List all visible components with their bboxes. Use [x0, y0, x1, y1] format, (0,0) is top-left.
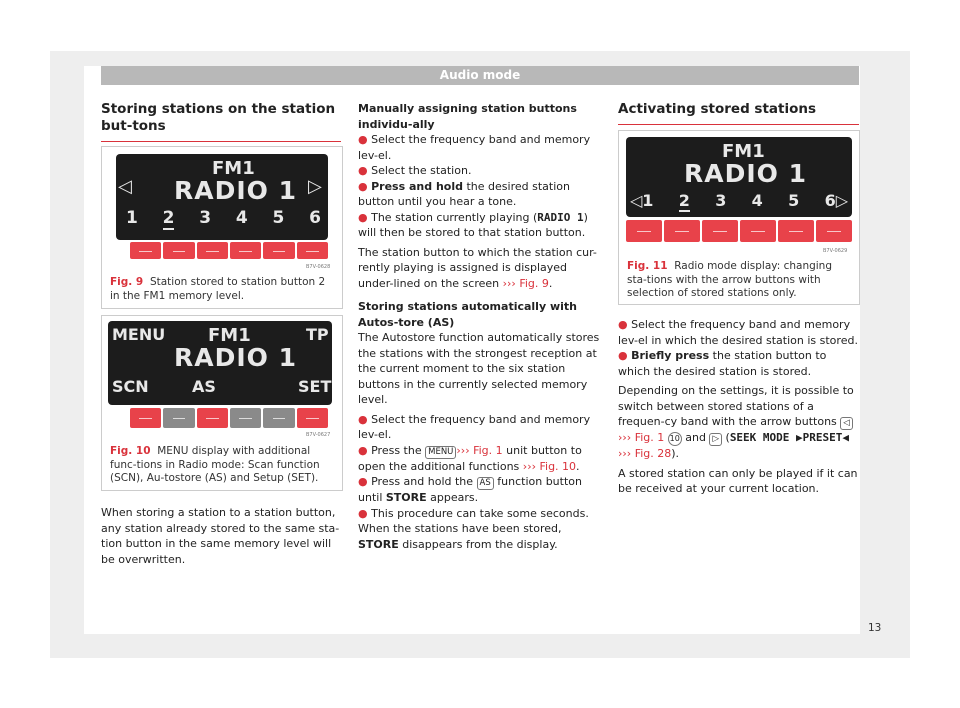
station-button-3[interactable]: [197, 242, 228, 259]
body-paragraph: The station button to which the station cur-rently playing is assigned is displayed under-lined on the screen ››› Fig. 9.: [358, 245, 597, 290]
preset-6: 6▷: [824, 191, 848, 210]
bullet-item: ● Briefly press the station button to which the desired station is stored.: [618, 349, 827, 378]
station-button-2[interactable]: [664, 220, 700, 242]
station-button-6[interactable]: [297, 242, 328, 259]
left-arrow-icon: ◁: [118, 176, 132, 197]
section-header: Audio mode: [101, 66, 859, 85]
figure-reference-link[interactable]: ››› Fig. 9: [502, 276, 549, 290]
bullet-item: ● Select the frequency band and memory lev-el.: [358, 133, 591, 162]
preset-3: 3: [715, 191, 727, 210]
band-label: FM1: [212, 158, 255, 179]
station-button-4[interactable]: [230, 242, 261, 259]
radio-display-fig9: [116, 154, 328, 240]
figure-label: Fig. 9: [110, 276, 144, 288]
figure-reference-link[interactable]: ››› Fig. 1: [618, 431, 665, 444]
figure-reference-link[interactable]: ››› Fig. 1: [456, 443, 503, 457]
autostore-heading: Storing stations automatically with Autos-tore (AS): [358, 300, 577, 329]
bullet-item: ● Select the frequency band and memory lev-el.: [358, 412, 591, 441]
left-body: [101, 505, 341, 567]
preset-1: 1: [126, 208, 138, 228]
preset-numbers: [126, 208, 321, 230]
preset-4: 4: [751, 191, 763, 210]
station-button-1[interactable]: [130, 408, 161, 428]
preset-5: 5: [788, 191, 800, 210]
station-button-6[interactable]: [816, 220, 852, 242]
preset-1: ◁1: [630, 191, 654, 210]
left-arrow-key: ◁: [840, 417, 853, 430]
figure-9: [101, 146, 343, 309]
band-label: FM1: [208, 325, 251, 346]
station-button-1[interactable]: [626, 220, 662, 242]
as-key: AS: [477, 477, 494, 490]
setup-label: SET: [298, 377, 332, 396]
station-button-5[interactable]: [778, 220, 814, 242]
bullet-item: ● Press and hold the desired station button until you hear a tone.: [358, 179, 570, 208]
station-name: RADIO 1: [174, 176, 298, 205]
station-button-3[interactable]: [702, 220, 738, 242]
bullet-item: ● Press and hold the AS function button until STORE appears.: [358, 475, 582, 504]
caption-text: Radio mode display: changing sta-tions with the arrow buttons with selection of stored stations only.: [627, 260, 833, 299]
figure-code: B7V-0627: [306, 432, 331, 438]
caption-text: MENU display with additional func-tions in Radio mode: Scan function (SCN), Au-tostore (AS) and Setup (SET).: [110, 445, 320, 484]
preset-3: 3: [199, 208, 212, 228]
tp-label: TP: [306, 325, 329, 344]
station-button-4[interactable]: [230, 408, 261, 428]
caption-text: Station stored to station button 2 in the FM1 memory level.: [110, 276, 326, 302]
body-paragraph: When storing a station to a station button, any station already stored to the same sta-tion button in the same memory level will be overwritten.: [101, 506, 340, 566]
station-button-5[interactable]: [263, 408, 294, 428]
menu-key: MENU: [425, 446, 456, 459]
right-column: [618, 101, 859, 125]
station-button-2[interactable]: [163, 408, 194, 428]
figure-label: Fig. 10: [110, 445, 151, 457]
figure-11: [618, 130, 860, 305]
station-button-2[interactable]: [163, 242, 194, 259]
figure-caption: [627, 260, 853, 301]
preset-2: 2: [162, 208, 175, 228]
menu-label: MENU: [112, 325, 166, 344]
right-arrow-icon: ▷: [308, 176, 322, 197]
preset-4: 4: [235, 208, 248, 228]
body-paragraph: The Autostore function automatically stores the stations with the strongest reception at the current moment to the six station buttons in the currently selected memory level.: [358, 331, 600, 406]
figure-reference-link[interactable]: ››› Fig. 10: [522, 459, 577, 473]
figure-caption: [110, 276, 336, 303]
station-button-6[interactable]: [297, 408, 328, 428]
left-heading: Storing stations on the station but-tons: [101, 101, 336, 134]
right-body: [618, 317, 859, 497]
figure-10: [101, 315, 343, 491]
figure-reference-link[interactable]: ››› Fig. 28: [618, 447, 672, 460]
band-label: FM1: [722, 141, 765, 162]
body-paragraph: Depending on the settings, it is possible to switch between stored stations of a frequen-cy band with the arrow buttons ◁ ››› Fig. 1 10 and ▷ (SEEK MODE ▶PRESET◀ ››› Fig. 28).: [618, 384, 854, 460]
preset-6: 6: [309, 208, 321, 228]
left-column: [101, 101, 341, 142]
callout-number: 10: [668, 432, 682, 446]
preset-2: 2: [678, 191, 690, 210]
station-button-1[interactable]: [130, 242, 161, 259]
right-arrow-key: ▷: [709, 433, 722, 446]
figure-code: B7V-0629: [823, 248, 848, 254]
station-button-5[interactable]: [263, 242, 294, 259]
function-buttons-fig10: [130, 408, 328, 428]
station-button-3[interactable]: [197, 408, 228, 428]
station-buttons-fig9: [130, 242, 328, 259]
figure-code: B7V-0628: [306, 264, 331, 270]
body-paragraph: A stored station can only be played if it can be received at your current location.: [618, 466, 858, 495]
autostore-label: AS: [192, 377, 216, 396]
page-number: 13: [868, 622, 882, 634]
preset-numbers: [630, 191, 848, 212]
station-name: RADIO 1: [174, 343, 298, 372]
radio-display-fig10: [108, 321, 332, 405]
station-buttons-fig11: [626, 220, 852, 242]
heading-rule: [101, 141, 341, 142]
preset-5: 5: [272, 208, 285, 228]
radio-display-fig11: [626, 137, 852, 217]
bullet-item: ● Select the frequency band and memory lev-el in which the desired station is stored.: [618, 318, 858, 347]
station-name: RADIO 1: [684, 159, 808, 188]
middle-column: [358, 101, 602, 552]
figure-label: Fig. 11: [627, 260, 668, 272]
right-heading: Activating stored stations: [618, 101, 817, 117]
figure-caption: [110, 445, 336, 486]
scan-label: SCN: [112, 377, 149, 396]
station-button-4[interactable]: [740, 220, 776, 242]
bullet-item: ● Press the MENU ››› Fig. 1 unit button to open the additional functions ››› Fig. 10.: [358, 443, 582, 473]
bullet-item: ● The station currently playing (RADIO 1) will then be stored to that station button.: [358, 210, 588, 239]
manual-heading: Manually assigning station buttons individu-ally: [358, 102, 577, 131]
bullet-item: ● Select the station.: [358, 164, 472, 177]
bullet-item: ● This procedure can take some seconds. When the stations have been stored, STORE disappears from the display.: [358, 506, 589, 551]
heading-rule: [618, 124, 859, 125]
